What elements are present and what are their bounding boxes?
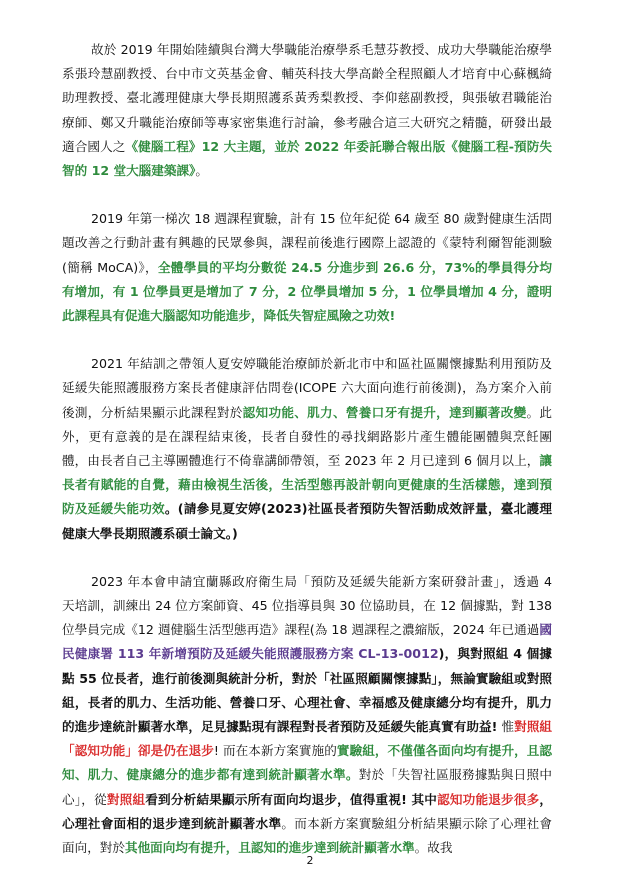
text-run: 《健腦工程》12 大主題，並於 2022 年委託聯合報出版《健腦工程-預防失智的 12 堂大腦建築課》 [62, 138, 552, 179]
text-run: 故於 2019 年開始陸續與台灣大學職能治療學系毛慧芬教授、成功大學職能治療學系張玲慧副教授、台中市文英基金會、輔英科技大學高齡全程照顧人才培育中心蘇楓綺助理教授、臺北護理健康大學長期照護系黃秀梨教授、李仰慈副教授，與張敏君職能治療師、鄭又升職能治療師等專家密集進行討論，參考融合這三大研究之精髓，研發出最適合國人之 [62, 42, 552, 154]
text-run: 認知功能、肌力、營養口牙有提升，達到顯著改變 [242, 404, 527, 420]
text-run: 其他面向均有提升，且認知的進步達到統計顯著水準 [124, 840, 415, 856]
text-run: 2019 年第一梯次 18 週課程實驗，計有 15 位年紀從 64 歲至 80 歲對健康生活問題改善之行動計畫有興趣的民眾參與，課程前後進行國際上認證的《蒙特利爾智能測驗(簡稱 MoCA)》， [62, 211, 552, 275]
text-run: 國民健康署 113 年新增預防及延緩失能照護服務方案 CL-13-0012 [62, 622, 552, 662]
text-run: 。而本新方案實驗組分析結果顯示除了心理社會面向，對於 [62, 815, 553, 856]
text-run: 對照組 [106, 791, 146, 807]
text-run: 看到分析結果顯示所有面向均退步，值得重視! 其中 [145, 791, 438, 807]
page-number: 2 [306, 854, 314, 867]
text-run: 惟 [497, 719, 515, 735]
text-run: )，與對照組 4 個據點 55 位長者，進行前後測與統計分析，對於「社區照顧關懷據點」，無論實驗組或對照組，長者的肌力、生活功能、營養口牙、心理社會、幸福感及健康總分均有提升，肌力的進步達統計顯著水準，足見據點現有課程對長者預防及延緩失能真實有助益! [62, 646, 552, 735]
paragraph-3 [62, 352, 552, 546]
text-run: 對照組「認知功能」卻是仍在退步 [62, 719, 552, 759]
text-run: 認知功能退步很多 [437, 791, 540, 807]
text-run: ，不僅僅各面向均有提升，且認知、肌力、健康總分的進步都有達到統計顯著水準。 [62, 743, 552, 783]
text-run: ! 而在本新方案實施的 [213, 743, 337, 759]
text-run: 。故我 [414, 840, 453, 856]
text-run: 實驗組 [336, 743, 375, 759]
text-run: 全體學員的平均分數從 24.5 分進步到 26.6 分，73%的學員得分均有增加，有 1 位學員更是增加了 7 分，2 位學員增加 5 分，1 位學員增加 4 分，證明此課程具有促進大腦認知功能進步，降低失智症風險之功效! [62, 259, 552, 324]
paragraph-4 [62, 570, 552, 860]
document-body [62, 38, 552, 884]
paragraph-2 [62, 207, 552, 328]
text-run: 2021 年結訓之帶領人夏安婷職能治療師於新北市中和區社區關懷據點利用預防及延緩失能照護服務方案長者健康評估問卷(ICOPE 六大面向進行前後測)，為方案介入前後測，分析結果顯示此課程對於 [62, 356, 552, 420]
paragraph-1 [62, 38, 552, 183]
text-run: 。 [195, 163, 208, 179]
text-run: 對於「失智社區服務據點與日照中心」，從 [62, 767, 553, 807]
text-run: 。(請參見夏安婷(2023)社區長者預防失智活動成效評量，臺北護理健康大學長期照護系碩士論文。) [62, 501, 552, 541]
text-run: 2023 年本會申請宜蘭縣政府衛生局「預防及延緩失能新方案研發計畫」，透過 4 天培訓，訓練出 24 位方案師資、45 位指導員與 30 位協助員，在 12 個據點，對 138 位學員完成《12 週健腦生活型態再造》課程(為 18 週課程之濃縮版，2024 年已通過 [62, 573, 552, 638]
text-run: 。此外，更有意義的是在課程結束後，長者自發性的尋找網路影片產生體能團體與烹飪團體，由長者自己主導團體進行不倚靠講師帶領，至 2023 年 2 月已達到 6 個月以上， [62, 404, 553, 469]
text-run: 讓長者有賦能的自覺，藉由檢視生活後，生活型態再設計朝向更健康的生活樣態，達到預防及延緩失能功效 [62, 453, 552, 517]
text-run: ，心理社會面相的退步達到統計顯著水準 [62, 791, 553, 831]
